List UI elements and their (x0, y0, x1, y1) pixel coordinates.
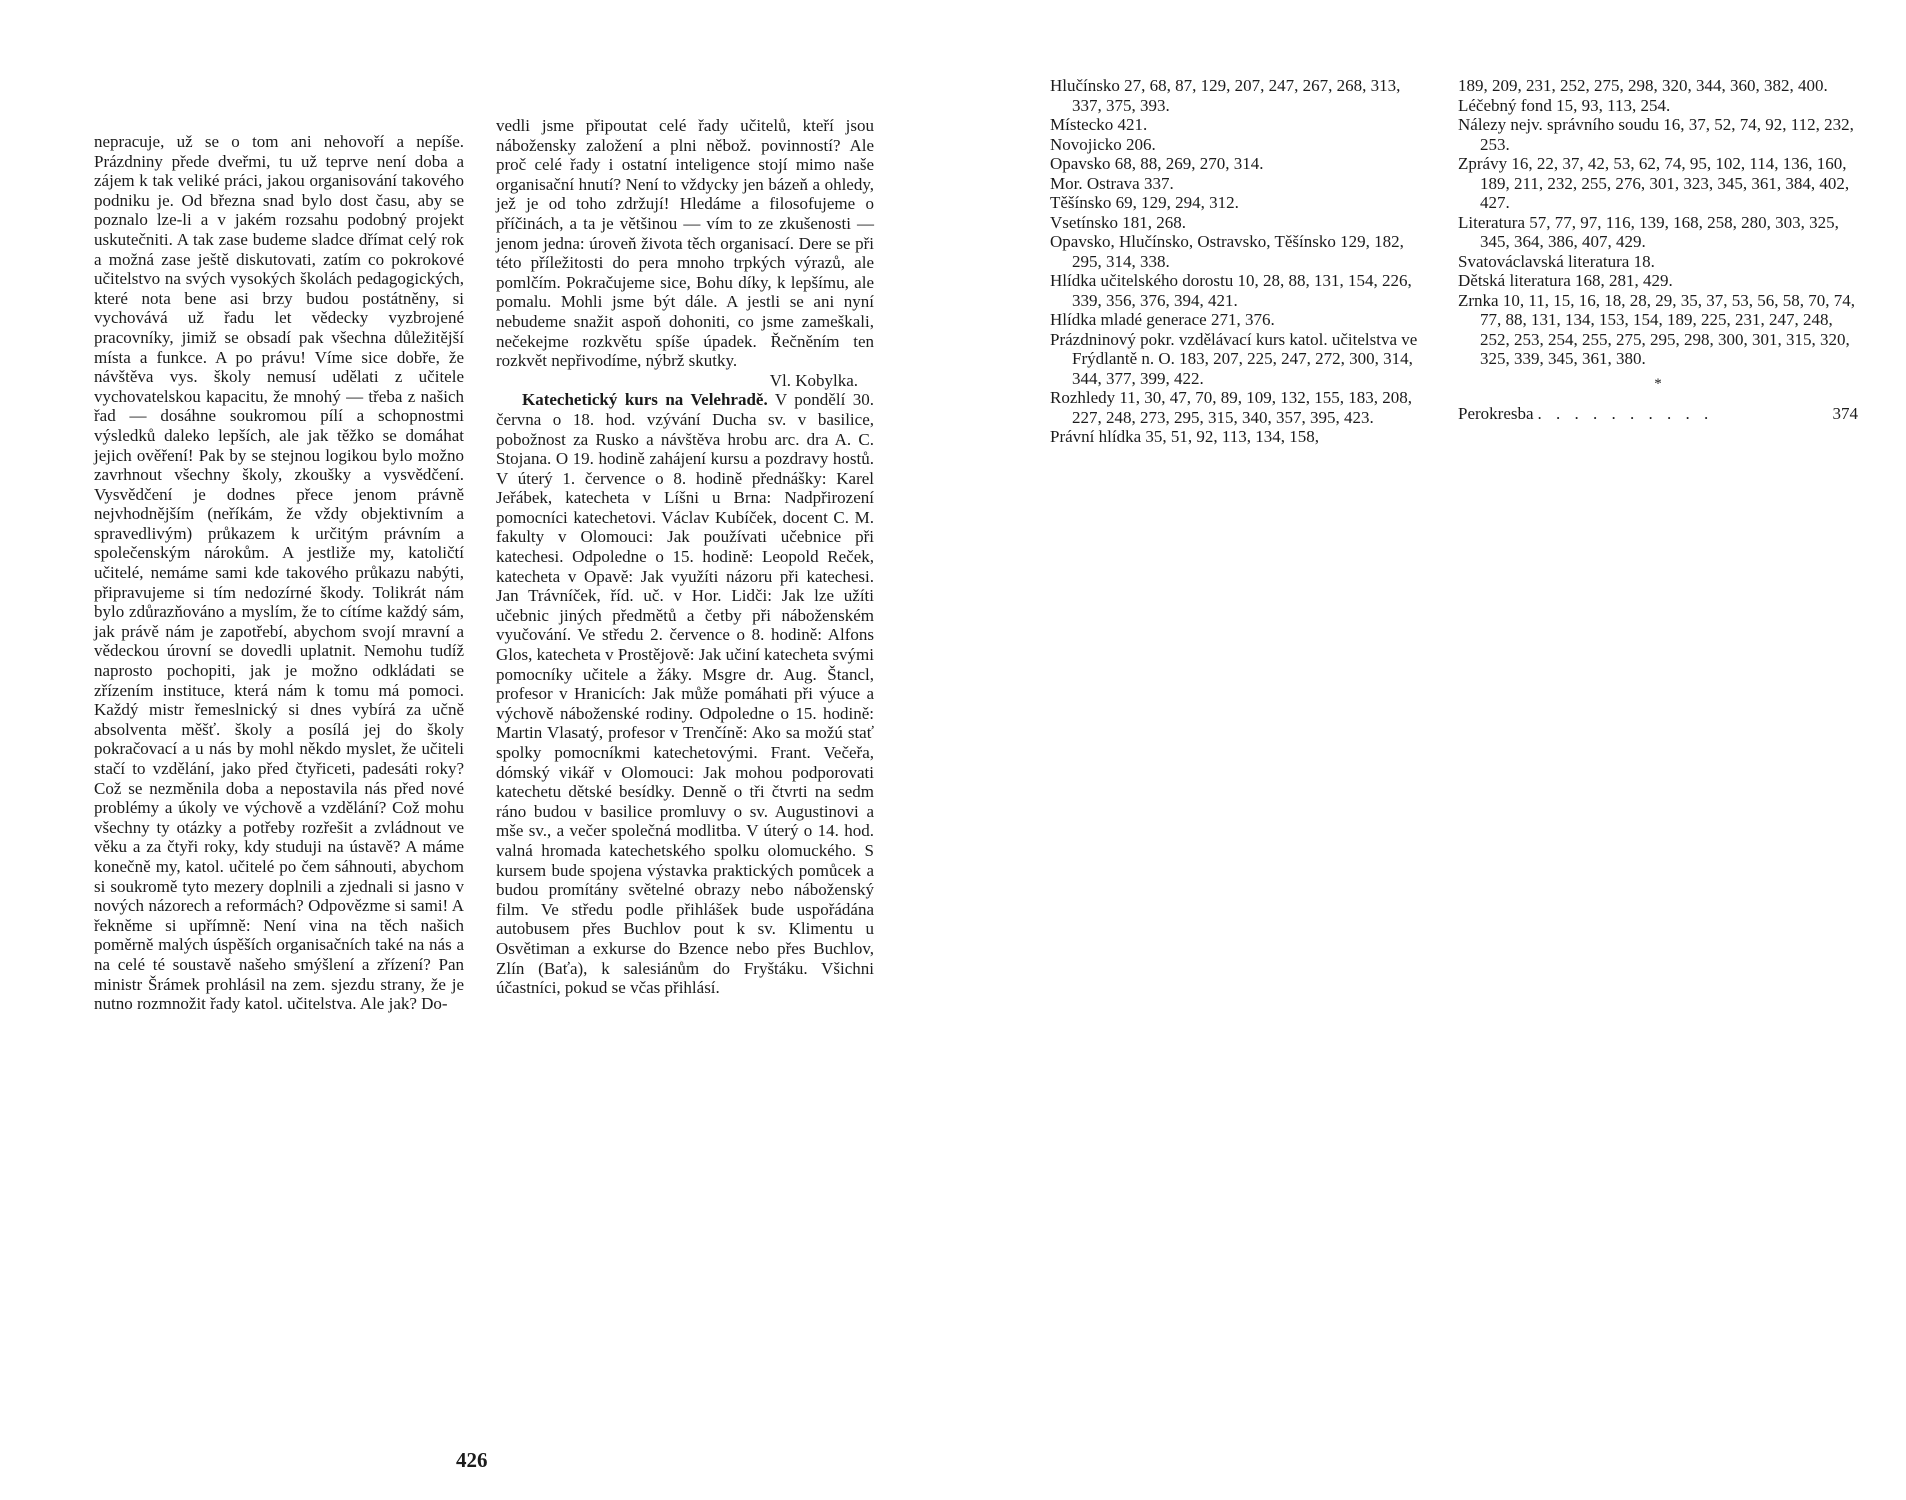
index-entry: Právní hlídka 35, 51, 92, 113, 134, 158, (1050, 427, 1319, 446)
index-entry: Svatováclavská literatura 18. (1458, 251, 1655, 271)
index-column-2 (1458, 76, 1858, 424)
page-number: 426 (456, 1448, 488, 1472)
index-entry: Opavsko, Hlučínsko, Ostravsko, Těšínsko 129, 182, 295, 314, 338. (1050, 232, 1404, 271)
col2-paragraph-2 (496, 390, 874, 997)
index-column-1 (1050, 76, 1430, 447)
index-entry: Mor. Ostrava 337. (1050, 173, 1174, 193)
index-entry: Rozhledy 11, 30, 47, 70, 89, 109, 132, 155, 183, 208, 227, 248, 273, 295, 315, 340, 357, 395, 423. (1050, 388, 1413, 427)
article-body: V pondělí 30. června o 18. hod. vzývání Ducha sv. v basilice, pobožnost za Rusko a návštěva hrobu arc. dra A. C. Stojana. O 19. hodině zahájení kursu a pozdravy hostů. V úterý 1. července o 8. hodině přednášky: Karel Jeřábek, katecheta v Líšni u Brna: Nadpřirození pomocníci katechetovi. Václav Kubíček, docent C. M. fakulty v Olomouci: Jak používati učebnice při katechesi. Odpoledne o 15. hodině: Leopold Reček, katecheta v Opavě: Jak využíti názoru při katechesi. Jan Trávníček, říd. uč. v Hor. Lidči: Jak lze užíti učebnic jiných předmětů a četby při náboženském vyučování. Ve středu 2. července o 8. hodině: Alfons Glos, katecheta v Prostějově: Jak učiní katecheta svými pomocníky učitele a žáky. Msgre dr. Aug. Štancl, profesor v Hranicích: Jak může pomáhati při výuce a výchově náboženské rodiny. Odpoledne o 15. hodině: Martin Vlasatý, profesor v Trenčíně: Ako sa možú stať spolky pomocníkmi katechetovými. Frant. Večeřa, dómský vikář v Olomouci: Jak mohou podporovati katechetu dětské besídky. Denně o tři čtvrti na sedm ráno budou v basilice promluvy o sv. Augustinovi a mše sv., a večer společná modlitba. V úterý o 14. hod. valná hromada katechetského spolku olomuckého. S kursem bude spojena výstavka praktických pomůcek a budou promítány světelné obrazy nebo náboženský film. Ve středu podle přihlášek bude uspořádána autobusem přes Buchlov pout k sv. Klimentu u Osvětiman a exkurse do Bzence nebo přes Buchlov, Zlín (Baťa), k salesiánům do Fryštáku. Všichni účastníci, pokud se včas přihlásí. (496, 390, 875, 998)
index-entry: Dětská literatura 168, 281, 429. (1458, 271, 1673, 290)
index-entry: Hlučínsko 27, 68, 87, 129, 207, 247, 267, 268, 313, 337, 375, 393. (1050, 76, 1401, 115)
index-entry: Literatura 57, 77, 97, 116, 139, 168, 258, 280, 303, 325, 345, 364, 386, 407, 429. (1458, 212, 1839, 251)
signature: Vl. Kobylka. (769, 370, 858, 390)
index-entry: Prázdninový pokr. vzdělávací kurs katol. učitelstva ve Frýdlantě n. O. 183, 207, 225, 247, 272, 300, 314, 344, 377, 399, 422. (1050, 329, 1418, 388)
leader-dots: . . . . . . . . . . (1537, 404, 1714, 423)
index-entry: Opavsko 68, 88, 269, 270, 314. (1050, 154, 1264, 173)
index-entry: Hlídka učitelského dorostu 10, 28, 88, 131, 154, 226, 339, 356, 376, 394, 421. (1050, 271, 1412, 310)
left-column-2 (496, 116, 874, 998)
left-column-1 (94, 132, 464, 1014)
col2-paragraph-1: vedli jsme připoutat celé řady učitelů, kteří jsou nábožensky založení a plni něbož. povinností? Ale proč celé řady i ostatní inteligence stojí mimo naše organisační hnutí? Není to vždycky jen bázeň a ohledy, jež je od toho zdržují! Hledáme a filosofujeme o příčinách, a ta je většinou — vím to ze zkušenosti — jenom jedna: úroveň života těch organisací. Dere se při této příležitosti do pera mnoho trpkých výrazů, ale pomlčím. Pokračujeme sice, Bohu díky, k lepšímu, ale pomalu. Mohli jsme být dále. A jestli se ani nyní nebudeme snažit aspoň dohoniti, co jsme zameškali, nečekejme rozkvětu spíše úpadek. Řečněním ten rozkvět nepřivodíme, nýbrž skutky. (496, 116, 874, 371)
index-entry: Zrnka 10, 11, 15, 16, 18, 28, 29, 35, 37, 53, 56, 58, 70, 74, 77, 88, 131, 134, 153, 154, 189, 225, 231, 247, 248, 252, 253, 254, 255, 275, 295, 298, 300, 301, 315, 320, 325, 339, 345, 361, 380. (1458, 290, 1855, 368)
index-entry: Novojicko 206. (1050, 134, 1156, 154)
article-heading: Katechetický kurs na Velehradě. (522, 390, 768, 410)
perokresba-page: 374 (1832, 404, 1858, 423)
index-entry: Hlídka mladé generace 271, 376. (1050, 310, 1275, 329)
index-entry: Místecko 421. (1050, 115, 1148, 134)
index-entry: Vsetínsko 181, 268. (1050, 212, 1186, 232)
index-entry: Nálezy nejv. správního soudu 16, 37, 52, 74, 92, 112, 232, 253. (1458, 115, 1854, 154)
perokresba-label: Perokresba (1458, 404, 1534, 423)
index-entry: Zprávy 16, 22, 37, 42, 53, 62, 74, 95, 102, 114, 136, 160, 189, 211, 232, 255, 276, 301, 323, 345, 361, 384, 402, 427. (1458, 154, 1850, 212)
separator-asterisk: * (1654, 375, 1662, 392)
index-entry: Těšínsko 69, 129, 294, 312. (1050, 193, 1239, 212)
index-entry: 189, 209, 231, 252, 275, 298, 320, 344, 360, 382, 400. (1458, 76, 1828, 95)
col1-paragraph: nepracuje, už se o tom ani nehovoří a nepíše. Prázdniny přede dveřmi, tu už teprve není doba a zájem k tak veliké práci, jakou organisování takového podniku je. Od března snad bylo dost času, aby se poznalo lze-li a v jakém rozsahu podobný projekt uskutečniti. A tak zase budeme sladce dřímat celý rok a možná zase ještě diskutovati, zatím co pokrokové učitelstvo na svých vysokých školách pedagogických, které nota bene asi brzy budou postátněny, si vychovává už řadu let vědecky vyzbrojené pracovníky, jimiž se obsadí pak všechna důležitější místa a funkce. A po právu! Víme sice dobře, že návštěva vys. školy nemusí udělati z učitele vychovatelskou kapacitu, že mnohý — třeba z našich řad — dosáhne soukromou pílí a schopnostmi výsledků daleko lepších, ale jak těžko se domáhat jejich ověření! Pak by se stejnou logikou bylo možno zavrhnout všechny školy, zkoušky a vysvědčení. Vysvědčení je dodnes přece jenom právně nejvhodnějším (neříkám, že vždy objektivním a spravedlivým) průkazem k určitým právním a společenským nárokům. A jestliže my, katoličtí učitelé, nemáme sami kde takového průkazu nabýti, připravujeme si tím nedozírné škody. Tolikrát nám bylo zdůrazňováno a myslím, že to cítíme každý sám, jak právě nám je zapotřebí, abychom svojí mravní a vědeckou úrovní se dovedli uplatnit. Nemohu tudíž naprosto pochopiti, jak je možno odkládati se zřízením instituce, která nám k tomu má pomoci. Každý mistr řemeslnický si dnes vybírá za učně absolventa měšť. školy a posílá jej do školy pokračovací a u nás by mohl někdo myslet, že učiteli stačí to vzdělání, jako před čtyřiceti, padesáti roky? Což se nezměnila doba a nepostavila nás před nové problémy a úkoly ve výchově a vzdělání? Což mohu všechny ty otázky a potřeby rozřešit a zvládnout ve věku a za čtyři roky, kdy studuji na ústavě? A máme konečně my, katol. učitelé po čem sáhnouti, abychom si soukromě tyto mezery doplnili a zjednali si jasno v nových názorech a reformách? Odpovězme si sami! A řekněme si upřímně: Není vina na těch našich poměrně malých úspěších organisačních také na nás a na celé té soustavě našeho smýšlení a zřízení? Pan ministr Šrámek prohlásil na zem. sjezdu strany, že je nutno rozmnožit řady katol. učitelstva. Ale jak? Do- (94, 132, 464, 1014)
index-entry: Léčebný fond 15, 93, 113, 254. (1458, 95, 1671, 115)
perokresba-entry (1458, 404, 1858, 424)
